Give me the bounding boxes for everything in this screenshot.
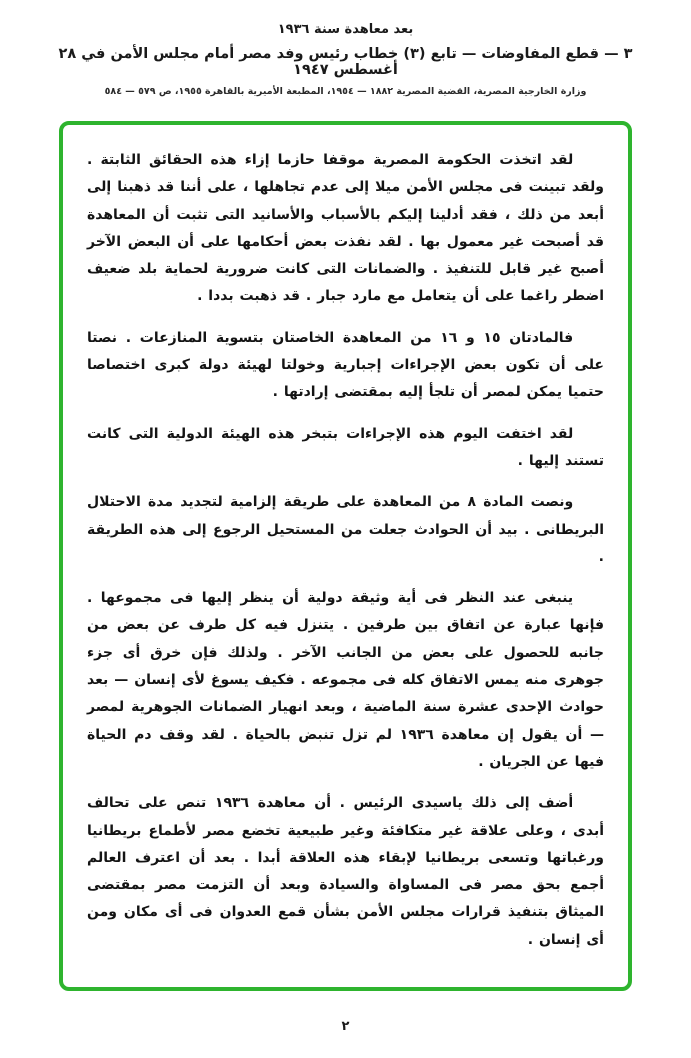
document-header (0, 22, 691, 97)
paragraph: أضف إلى ذلك ياسيدى الرئيس . أن معاهدة ١٩٣٦ تنص على تحالف أبدى ، وعلى علاقة غير متكافئة وغير طبيعية تخضع مصر لأطماع بريطانيا ورغباتها وتسعى بريطانيا لإبقاء هذه العلاقة أبدا . بعد أن اعترف العالم أجمع بحق مصر فى المساواة والسيادة وبعد أن التزمت مصر بمقتضى الميثاق بتنفيذ قرارات مجلس الأمن بشأن قمع العدوان فى أى مكان ومن أى إنسان . (87, 795, 604, 948)
document-body (63, 125, 628, 954)
paragraph: لقد اتخذت الحكومة المصرية موقفا حازما إزاء هذه الحقائق الثابتة . ولقد تبينت فى مجلس الأمن ميلا إلى عدم تجاهلها ، على أننا قد ذهبنا إلى أبعد من ذلك ، فقد أدلينا إليكم بالأسباب والأسانيد التى تثبت أن المعاهدة قد أصبحت غير معمول بها . لقد نفذت بعض أحكامها على أن البعض الآخر أصبح غير قابل للتنفيذ . والضمانات التى كانت ضرورية لحماية بلد ضعيف اضطر راغما على أن يتعامل مع مارد جبار . قد ذهبت بددا . (87, 152, 604, 305)
paragraph: فالمادتان ١٥ و ١٦ من المعاهدة الخاصتان بتسوية المنازعات . نصتا على أن تكون بعض الإجراءات إجبارية وخولتا لهيئة دولة كبرى اختصاصا حتميا يمكن لمصر أن تلجأ إليه بمقتضى إرادتها . (87, 329, 604, 401)
green-border-frame (59, 121, 632, 991)
paragraph: لقد اختفت اليوم هذه الإجراءات بتبخر هذه الهيئة الدولية التى كانت تستند إليها . (87, 425, 604, 469)
page-number: ٢ (341, 1019, 350, 1034)
document-title: بعد معاهدة سنة ١٩٣٦ (277, 22, 414, 37)
document-source-citation: وزارة الخارجية المصرية، القضية المصرية ١٨٨٢ — ١٩٥٤، المطبعة الأميرية بالقاهرة ١٩٥٥، ص ٥٧٩ — ٥٨٤ (104, 86, 587, 97)
document-subtitle: ٣ — قطع المفاوضات — تابع (٣) خطاب رئيس وفد مصر أمام مجلس الأمن في ٢٨ أغسطس ١٩٤٧ (58, 46, 633, 78)
paragraph: ينبغى عند النظر فى أية وثيقة دولية أن ينظر إليها فى مجموعها . فإنها عبارة عن اتفاق بين طرفين . يتنزل فيه كل طرف عن بعض من جانبه للحصول على بعض من الجانب الآخر . ولذلك فإن خرق أى جزء جوهرى منه يمس الاتفاق كله فى مجموعه . فكيف يسوغ لأى إنسان — بعد حوادث الإحدى عشرة سنة الماضية ، وبعد انهيار الضمانات الجوهرية لمصر — أن يقول إن معاهدة ١٩٣٦ لم تزل تنبض بالحياة . لقد وقف دم الحياة فيها عن الجريان . (87, 590, 604, 770)
paragraph: ونصت المادة ٨ من المعاهدة على طريقة إلزامية لتجديد مدة الاحتلال البريطانى . بيد أن الحوادث جعلت من المستحيل الرجوع إلى هذه الطريقة . (87, 494, 604, 565)
